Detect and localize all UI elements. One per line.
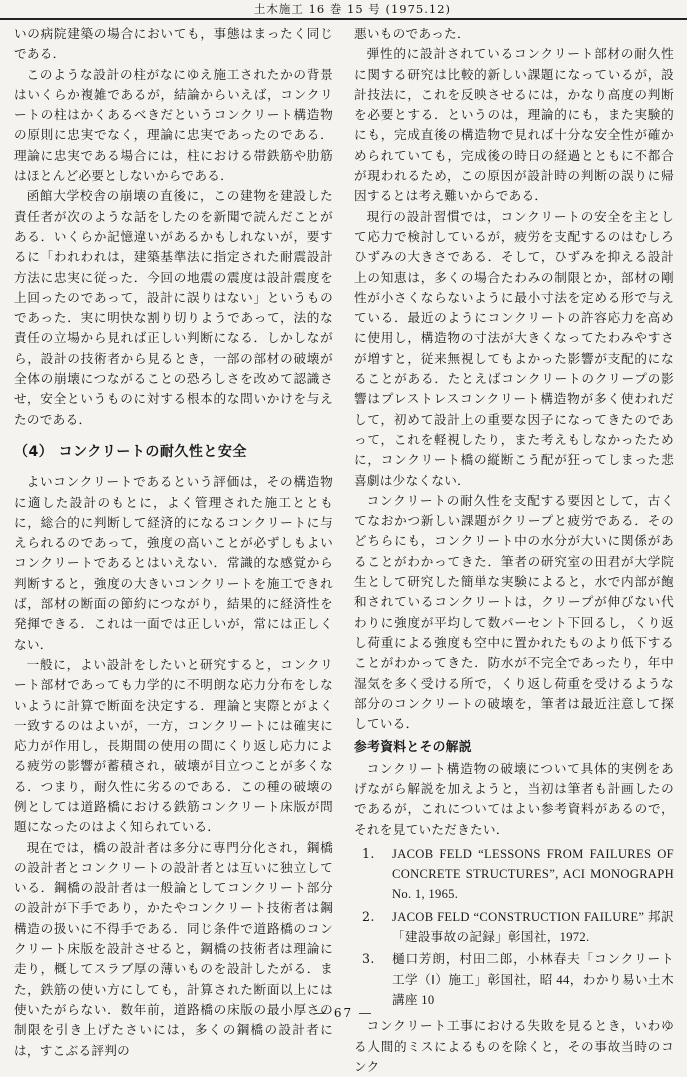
reference-number: 3. (362, 951, 375, 967)
reference-item (354, 949, 674, 1010)
paragraph: いの病院建築の場合においても，事態はまったく同じである． (14, 26, 333, 62)
section-heading: （4） コンクリートの耐久性と安全 (14, 443, 247, 460)
references-heading: 参考資料とその解説 (354, 740, 472, 756)
paragraph: 函館大学校舎の崩壊の直後に，この建物を建設した責任者が次のような話をしたのを新聞で読んだことがある．いくらか記憶違いがあるかもしれないが，要するに「われわれは，建築基準法に指定された耐震設計方法に忠実に従った．今回の地震の震度は設計震度を上回ったのであって，設計に誤りはない」というものであった．実に明快な割り切りようであって，法的な責任の立場から見れば正しい判断になる．しかしながら，設計の技術者から見るとき，一部の部材の破壊が全体の崩壊につながることの恐ろしさを改めて認識させ，安全というものに対する根本的な問いかけを与えたのである． (14, 188, 333, 427)
paragraph: コンクリートの耐久性を支配する要因として，古くてなおかつ新しい課題がクリープと疲労である．そのどちらにも，コンクリート中の水分が大いに関係があることがわかってきた．筆者の研究室の田君が大学院生として研究した簡単な実験によると，水で内部が飽和されているコンクリートは，クリープが伸びない代わりに強度が平均して数パーセント下回るし，くり返し荷重による強度も空中に置かれたものより低下することがわかってきた．防水が不完全であったり，年中湿気を多く受ける所で，くり返し荷重を受けるような部分のコンクリートの破壊を，筆者は最近注意して探している． (354, 492, 674, 732)
paragraph: よいコンクリートであるという評価は，その構造物に適した設計のもとに，よく管理された施工とともに，総合的に判断して経済的になるコンクリートに与えられるのであって，強度の高いことが必ずしもよいコンクリートであるとはいえない．常識的な感覚から判断すると，強度の大きいコンクリートを施工できれば，部材の断面の節約につながり，結果的に経済性を発揮できる．これは一面では正しいが，常には正しくない． (14, 474, 333, 652)
left-column (14, 24, 333, 1061)
right-column (354, 24, 674, 1077)
journal-citation: 土木施工 16 巻 15 号 (1975.12) (253, 2, 451, 16)
paragraph: 弾性的に設計されているコンクリート部材の耐久性に関する研究は比較的新しい課題になっているが，設計技法に，これを反映させるには，かなり高度の判断を必要とする．というのは，理論的にも，また実験的にも，完成直後の構造物で見れば十分な安全性が確かめられていても，完成後の時日の経過とともに不都合が現われるため，この原因が設計時の判断の誤りに帰因するとは考え難いからである． (354, 46, 674, 204)
reference-list (354, 844, 674, 1010)
reference-text: JACOB FELD “CONSTRUCTION FAILURE” 邦訳「建設事故の記録」彰国社，1972. (392, 909, 674, 945)
paragraph: このような設計の柱がなにゆえ施工されたかの背景はいくらか複雑であるが，結論からいえば，コンクリートの柱はかくあるべきだというコンクリート構造物の原則に忠実でなく，理論に忠実であったのである．理論に忠実である場合には，柱における帯鉄筋や肋筋はほとんど必要としないからである． (14, 66, 333, 184)
paragraph: コンクリート構造物の破壊について具体的実例をあげながら解説を加えようと，当初は筆者も計画したのであるが，これについてはよい参考資料があるので，それを見ていただきたい． (354, 760, 674, 837)
paragraph: 悪いものであった． (354, 26, 470, 41)
reference-text: 樋口芳朗，村田二郎，小林春夫「コンクリート工学（Ⅰ）施工」彰国社，昭 44，わかり易い土木講座 10 (392, 952, 674, 1007)
reference-text: JACOB FELD “LESSONS FROM FAILURES OF CONCRETE STRUCTURES”, ACI MONOGRAPH No. 1, 1965. (392, 846, 674, 902)
reference-item (354, 844, 674, 905)
reference-number: 1. (362, 845, 375, 861)
paragraph: 一般に，よい設計をしたいと研究すると，コンクリート部材であっても力学的に不明朗な応力分布をしないように計算で断面を決定する．理論と実際とがよく一致するのはよいが，一方，コンクリートには確実に応力が作用し，長期間の使用の間にくり返し応力による疲労の影響が蓄積され，破壊が目立つことが多くなる．つまり，耐久性に劣るのである．この種の破壊の例としては道路橋における鉄筋コンクリート床版が問題になったのはよく知られている． (14, 656, 333, 835)
paragraph: 現行の設計習慣では，コンクリートの安全を主として応力で検討しているが，疲労を支配するのはむしろひずみの大きさである．そして，ひずみを抑える設計上の知恵は，多くの場合たわみの制限とか，部材の剛性が小さくならないように最小寸法を定める形で与えている．最近のようにコンクリートの許容応力を高めに使用し，構造物の寸法が大きくなってたわみやすさが増すと，従来無視してもよかった影響が支配的になることがある．たとえばコンクリートのクリープの影響はプレストレスコンクリート構造物が多く使われだして，初めて設計上の重要な因子になってきたのであって，これを軽視したり，また考えもしなかったために，コンクリート橋の縦断こう配が狂ってしまった悲喜劇は少なくない． (354, 208, 674, 488)
reference-item (354, 907, 674, 948)
reference-number: 2. (362, 908, 375, 924)
page-number: ― 67 ― (314, 1006, 373, 1020)
paragraph: 現在では，橋の設計者は多分に専門分化され，鋼橋の設計者とコンクリートの設計者とは互いに独立している．鋼橋の設計者は一般論としてコンクリート部分の設計が下手であり，かたやコンクリート技術者は鋼構造の扱いに不得手である．同じ条件で道路橋のコンクリート床版を設計させると，鋼橋の技術者は理論に走り，概してスラブ厚の薄いものを設計したがる．また，鉄筋の使い方にしても，計算された断面以上には使いたがらない．数年前，道路橋の床版の最小厚さの制限を引き上げたさいには，多くの鋼橋の設計者には，すこぶる評判の (14, 839, 333, 1058)
running-header (0, 0, 687, 20)
paragraph: コンクリート工事における失敗を見るとき，いわゆる人間的ミスによるものを除くと，その事故当時のコンク (354, 1018, 674, 1074)
